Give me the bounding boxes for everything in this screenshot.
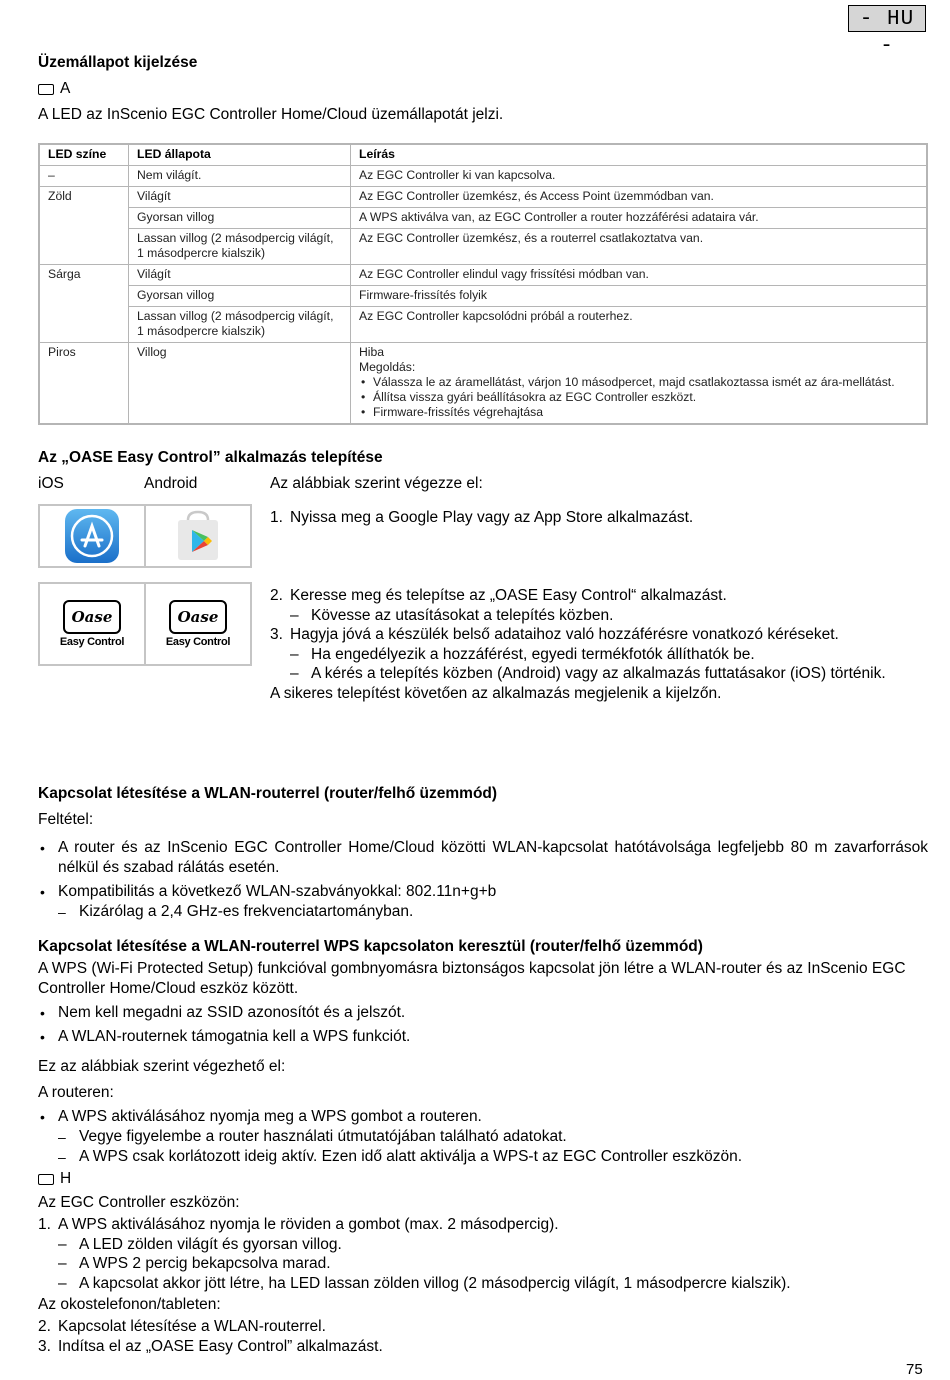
led-state-cell: Gyorsan villog — [129, 286, 351, 307]
led-state-cell: Gyorsan villog — [129, 208, 351, 229]
list-item: • Válassza le az áramellátást, várjon 10 másodpercet, majd csatlakoztassa ismét az ára-mellátást. — [373, 375, 918, 390]
list-item: • Firmware-frissítés végrehajtása — [373, 405, 918, 420]
table-row — [39, 187, 927, 208]
column-ios: iOS — [38, 475, 64, 492]
install-steps-2-3 — [270, 586, 928, 703]
section-title-app-install: Az „OASE Easy Control” alkalmazás telepítése — [38, 449, 383, 466]
sub-list — [58, 902, 928, 922]
led-desc-cell: Az EGC Controller elindul vagy frissítési módban van. — [351, 265, 928, 286]
led-desc-cell — [351, 343, 928, 425]
led-color-cell — [39, 286, 129, 307]
solution-list — [359, 375, 918, 420]
list-item: – A WPS 2 percig bekapcsolva marad. — [58, 1254, 928, 1274]
install-step-1: 1. Nyissa meg a Google Play vagy az App Store alkalmazást. — [270, 509, 694, 526]
led-state-cell: Világít — [129, 187, 351, 208]
led-desc-cell: Az EGC Controller üzemkész, és Access Point üzemmódban van. — [351, 187, 928, 208]
oase-emblem-icon: Oase — [63, 600, 121, 634]
list-item: • Állítsa vissza gyári beállításokra az EGC Controller eszközt. — [373, 390, 918, 405]
figure-reference — [38, 79, 928, 99]
oase-logo — [166, 600, 230, 648]
led-desc-cell: Firmware-frissítés folyik — [351, 286, 928, 307]
oase-app-box-android — [146, 582, 252, 666]
install-step-3: 3. Hagyja jóvá a készülék belső adataihoz való hozzáférésre vonatkozó kéréseket. — [270, 626, 839, 643]
on-router-label: A routeren: — [38, 1084, 114, 1101]
error-title: Hiba — [359, 345, 385, 359]
table-header-cell: Leírás — [351, 144, 928, 166]
figure-frame-icon — [38, 1174, 54, 1185]
wps-notes-list — [38, 1003, 928, 1047]
table-row — [39, 307, 927, 343]
led-desc-cell: A WPS aktiválva van, az EGC Controller a router hozzáférési adataira vár. — [351, 208, 928, 229]
on-phone-label: Az okostelefonon/tableten: — [38, 1296, 221, 1313]
list-item: • A WLAN-routernek támogatnia kell a WPS funkciót. — [38, 1027, 928, 1047]
list-item: 2. Kapcsolat létesítése a WLAN-routerrel. — [38, 1318, 326, 1335]
app-store-box — [38, 504, 146, 568]
led-color-cell: – — [39, 166, 129, 187]
app-label: Easy Control — [165, 636, 231, 648]
led-color-cell: Sárga — [39, 265, 129, 286]
figure-reference-label: A — [60, 80, 71, 97]
table-header-cell: LED állapota — [129, 144, 351, 166]
table-header-cell: LED színe — [39, 144, 129, 166]
section-title-status-display: Üzemállapot kijelzése — [38, 54, 198, 71]
google-play-box — [146, 504, 252, 568]
install-final-note: A sikeres telepítést követően az alkalmazás megjelenik a kijelzőn. — [270, 684, 722, 702]
list-item: – Kizárólag a 2,4 GHz-es frekvenciatartományban. — [58, 902, 928, 922]
app-columns-header — [38, 474, 928, 494]
page-content — [38, 52, 928, 1356]
led-color-cell: Zöld — [39, 187, 129, 208]
install-step-3-sub1: – Ha engedélyezik a hozzáférést, egyedi termékfotók állíthatók be. — [290, 645, 755, 663]
on-device-label: Az EGC Controller eszközön: — [38, 1194, 240, 1211]
led-color-cell — [39, 229, 129, 265]
list-item: – Vegye figyelembe a router használati útmutatójában található adatokat. — [58, 1127, 928, 1147]
list-item: – A LED zölden világít és gyorsan villog. — [58, 1235, 928, 1255]
table-row — [39, 286, 927, 307]
app-label: Easy Control — [59, 636, 125, 648]
led-state-cell: Lassan villog (2 másodpercig világít, 1 másodpercre kialszik) — [129, 229, 351, 265]
oase-icons-row — [38, 582, 252, 666]
led-state-cell: Villog — [129, 343, 351, 425]
column-instructions: Az alábbiak szerint végezze el: — [270, 475, 483, 492]
led-desc-cell: Az EGC Controller üzemkész, és a routerrel csatlakoztatva van. — [351, 229, 928, 265]
figure-reference — [38, 1169, 928, 1189]
section-intro: A LED az InScenio EGC Controller Home/Cloud üzemállapotát jelzi. — [38, 106, 504, 123]
table-row — [39, 265, 927, 286]
led-state-cell: Világít — [129, 265, 351, 286]
section-title-wlan-router: Kapcsolat létesítése a WLAN-routerrel (router/felhő üzemmód) — [38, 785, 498, 802]
led-state-cell: Nem világít. — [129, 166, 351, 187]
led-status-table — [38, 143, 928, 425]
install-step-2-sub: – Kövesse az utasításokat a telepítés közben. — [290, 606, 614, 624]
led-desc-cell: Az EGC Controller kapcsolódni próbál a routerhez. — [351, 307, 928, 343]
table-row — [39, 229, 927, 265]
led-desc-cell: Az EGC Controller ki van kapcsolva. — [351, 166, 928, 187]
oase-logo — [60, 600, 124, 648]
solution-label: Megoldás: — [359, 360, 416, 374]
list-item: • A WPS aktiválásához nyomja meg a WPS gombot a routeren. – Vegye figyelembe a router használati útmutatójában található adatokat. – A WPS csak korlátozott ideig aktív. Ezen idő alatt aktiválja a WPS-t az EGC Controller eszközön. — [38, 1107, 928, 1167]
install-step-2: 2. Keresse meg és telepítse az „OASE Easy Control“ alkalmazást. — [270, 587, 727, 604]
store-icons-row — [38, 504, 252, 568]
table-row — [39, 208, 927, 229]
led-color-cell: Piros — [39, 343, 129, 425]
column-android: Android — [144, 475, 198, 492]
led-color-cell — [39, 208, 129, 229]
list-item: • A router és az InScenio EGC Controller Home/Cloud közötti WLAN-kapcsolat hatótávolsága legfeljebb 80 m zavarforrások nélkül és szabad rálátás esetén. — [38, 838, 928, 878]
table-row — [39, 166, 927, 187]
howto-label: Ez az alábbiak szerint végezhető el: — [38, 1058, 286, 1075]
list-item: – A kapcsolat akkor jött létre, ha LED lassan zölden villog (2 másodpercig világít, 1 másodpercre kialszik). — [58, 1274, 928, 1294]
list-item: – A WPS csak korlátozott ideig aktív. Ezen idő alatt aktiválja a WPS-t az EGC Controller eszközön. — [58, 1147, 928, 1167]
condition-label: Feltétel: — [38, 811, 94, 828]
app-store-icon — [64, 508, 120, 564]
figure-reference-label: H — [60, 1170, 72, 1187]
sub-list — [58, 1127, 928, 1167]
wps-intro: A WPS (Wi-Fi Protected Setup) funkcióval gombnyomásra biztonságos kapcsolat jön létre a WLAN-router és az InScenio EGC Controller Home/Cloud eszköz között. — [38, 960, 906, 997]
table-header-row — [39, 144, 927, 166]
condition-list — [38, 838, 928, 922]
language-badge: - HU - — [848, 5, 926, 32]
oase-app-box-ios — [38, 582, 146, 666]
section-title-wps: Kapcsolat létesítése a WLAN-routerrel WPS kapcsolaton keresztül (router/felhő üzemmód) — [38, 938, 703, 955]
google-play-icon — [168, 506, 228, 566]
router-steps-list — [38, 1107, 928, 1167]
oase-emblem-icon: Oase — [169, 600, 227, 634]
list-item: • Nem kell megadni az SSID azonosítót és a jelszót. — [38, 1003, 928, 1023]
sub-list — [58, 1235, 928, 1294]
install-step-3-sub2: – A kérés a telepítés közben (Android) vagy az alkalmazás futtatásakor (iOS) történik. — [290, 665, 886, 682]
phone-steps-list — [38, 1317, 928, 1356]
figure-frame-icon — [38, 84, 54, 95]
led-state-cell: Lassan villog (2 másodpercig világít, 1 másodpercre kialszik) — [129, 307, 351, 343]
list-item: • Kompatibilitás a következő WLAN-szabványokkal: 802.11n+g+b – Kizárólag a 2,4 GHz-es frekvenciatartományban. — [38, 882, 928, 922]
list-item: 3. Indítsa el az „OASE Easy Control” alkalmazást. — [38, 1337, 383, 1355]
app-install-section — [38, 504, 928, 779]
table-row — [39, 343, 927, 425]
list-item: 1. A WPS aktiválásához nyomja le röviden a gombot (max. 2 másodpercig). – A LED zölden világít és gyorsan villog. – A WPS 2 percig bekapcsolva marad. – A kapcsolat akkor jött létre, ha LED lassan zölden villog (2 másodpercig világít, 1 másodpercre kialszik). — [38, 1215, 928, 1293]
led-color-cell — [39, 307, 129, 343]
device-steps-list — [38, 1215, 928, 1293]
page-number: 75 — [906, 1361, 923, 1378]
